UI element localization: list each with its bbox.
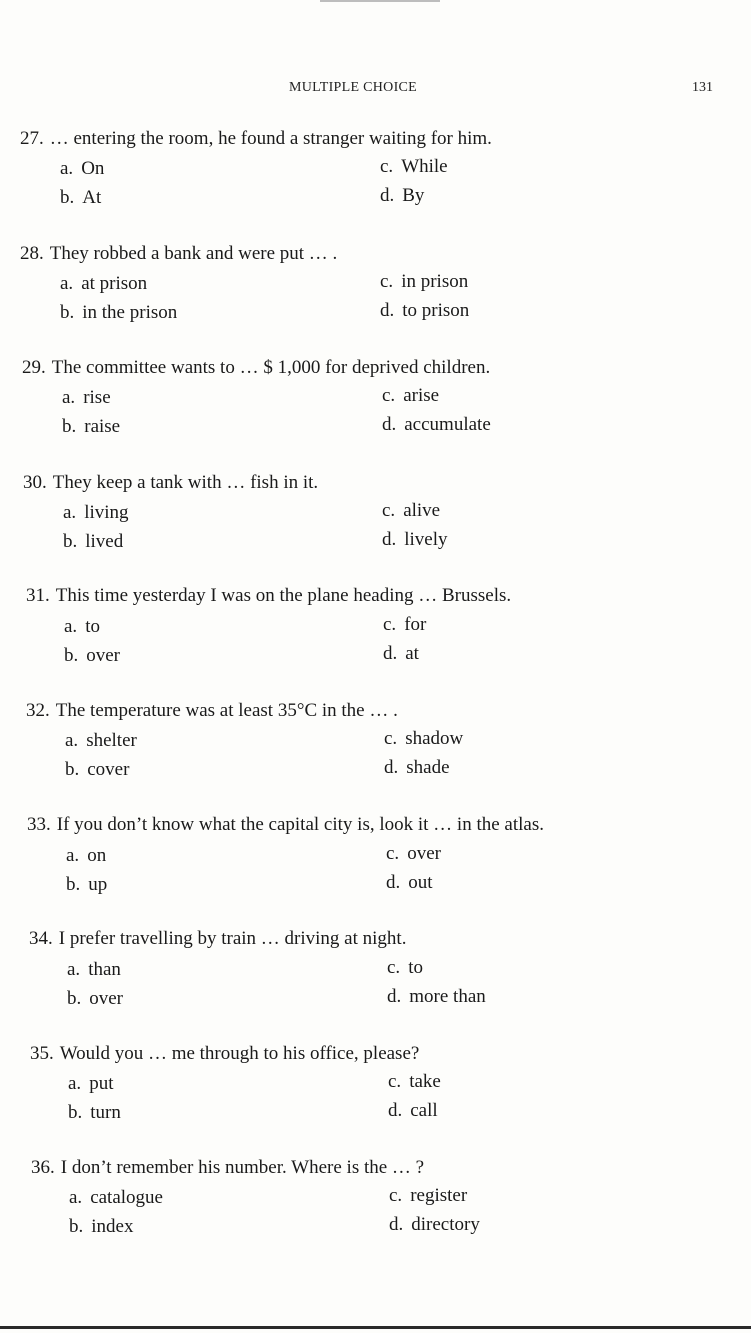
question-stem xyxy=(26,585,511,607)
question-34 xyxy=(0,928,751,1018)
question-35 xyxy=(0,1043,751,1133)
option-a: a. catalogue xyxy=(69,1187,163,1208)
question-number: 33. xyxy=(27,814,51,835)
question-30 xyxy=(0,472,751,562)
question-text: If you don’t know what the capital city is, look it … in the atlas. xyxy=(56,814,544,835)
question-29 xyxy=(0,357,751,447)
question-stem xyxy=(29,928,406,950)
question-stem xyxy=(20,128,492,150)
option-a: a. shelter xyxy=(65,730,137,751)
option-a: a. on xyxy=(66,845,107,866)
question-stem xyxy=(30,1043,419,1065)
running-head: MULTIPLE CHOICE xyxy=(289,80,418,95)
option-d: d. By xyxy=(380,185,425,206)
option-a: a. at prison xyxy=(60,273,148,294)
option-c: c. While xyxy=(380,156,448,177)
option-d: d. at xyxy=(383,643,419,664)
question-stem xyxy=(20,243,337,265)
option-d: d. more than xyxy=(387,986,486,1007)
option-c: c. register xyxy=(389,1185,468,1206)
option-c: c. for xyxy=(383,614,427,635)
question-number: 31. xyxy=(26,585,50,606)
question-text: Would you … me through to his office, please? xyxy=(59,1043,420,1064)
option-b: b. index xyxy=(69,1216,134,1237)
option-a: a. than xyxy=(67,959,121,980)
option-a: a. to xyxy=(64,616,100,637)
question-stem xyxy=(27,814,544,836)
option-c: c. over xyxy=(386,843,441,864)
question-number: 36. xyxy=(31,1157,55,1178)
question-number: 34. xyxy=(29,928,53,949)
question-text: … entering the room, he found a stranger waiting for him. xyxy=(49,128,492,149)
option-d: d. to prison xyxy=(380,300,470,321)
option-b: b. cover xyxy=(65,759,130,780)
question-number: 32. xyxy=(26,700,50,721)
option-a: a. living xyxy=(63,502,129,523)
option-a: a. On xyxy=(60,158,105,179)
question-33 xyxy=(0,814,751,904)
page-top-edge xyxy=(320,0,440,2)
option-b: b. in the prison xyxy=(60,302,178,323)
question-number: 29. xyxy=(22,357,46,378)
option-d: d. shade xyxy=(384,757,450,778)
question-stem xyxy=(23,472,318,494)
question-number: 28. xyxy=(20,243,44,264)
option-b: b. raise xyxy=(62,416,121,437)
option-b: b. over xyxy=(64,645,121,666)
option-b: b. up xyxy=(66,874,108,895)
option-a: a. rise xyxy=(62,387,111,408)
question-text: They robbed a bank and were put … . xyxy=(49,243,338,264)
question-text: The committee wants to … $ 1,000 for deprived children. xyxy=(51,357,491,378)
question-stem xyxy=(26,700,398,722)
option-b: b. lived xyxy=(63,531,124,552)
option-c: c. alive xyxy=(382,500,441,521)
question-31 xyxy=(0,585,751,675)
question-text: They keep a tank with … fish in it. xyxy=(52,472,319,493)
option-d: d. accumulate xyxy=(382,414,491,435)
option-c: c. in prison xyxy=(380,271,469,292)
question-number: 27. xyxy=(20,128,44,149)
page-number: 131 xyxy=(692,80,713,95)
question-27 xyxy=(0,128,751,218)
question-text: I don’t remember his number. Where is the … ? xyxy=(60,1157,425,1178)
option-d: d. out xyxy=(386,872,433,893)
question-36 xyxy=(0,1157,751,1247)
question-28 xyxy=(0,243,751,333)
option-c: c. to xyxy=(387,957,423,978)
option-d: d. call xyxy=(388,1100,438,1121)
option-b: b. turn xyxy=(68,1102,121,1123)
option-c: c. shadow xyxy=(384,728,464,749)
question-text: The temperature was at least 35°C in the … . xyxy=(55,700,398,721)
question-number: 35. xyxy=(30,1043,54,1064)
question-stem xyxy=(31,1157,424,1179)
option-d: d. lively xyxy=(382,529,448,550)
question-number: 30. xyxy=(23,472,47,493)
option-b: b. At xyxy=(60,187,102,208)
question-text: I prefer travelling by train … driving at night. xyxy=(58,928,407,949)
question-text: This time yesterday I was on the plane heading … Brussels. xyxy=(55,585,512,606)
option-b: b. over xyxy=(67,988,124,1009)
question-32 xyxy=(0,700,751,790)
option-c: c. take xyxy=(388,1071,441,1092)
option-c: c. arise xyxy=(382,385,440,406)
option-a: a. put xyxy=(68,1073,114,1094)
question-stem xyxy=(22,357,490,379)
page-bottom-edge xyxy=(0,1326,751,1329)
option-d: d. directory xyxy=(389,1214,480,1235)
